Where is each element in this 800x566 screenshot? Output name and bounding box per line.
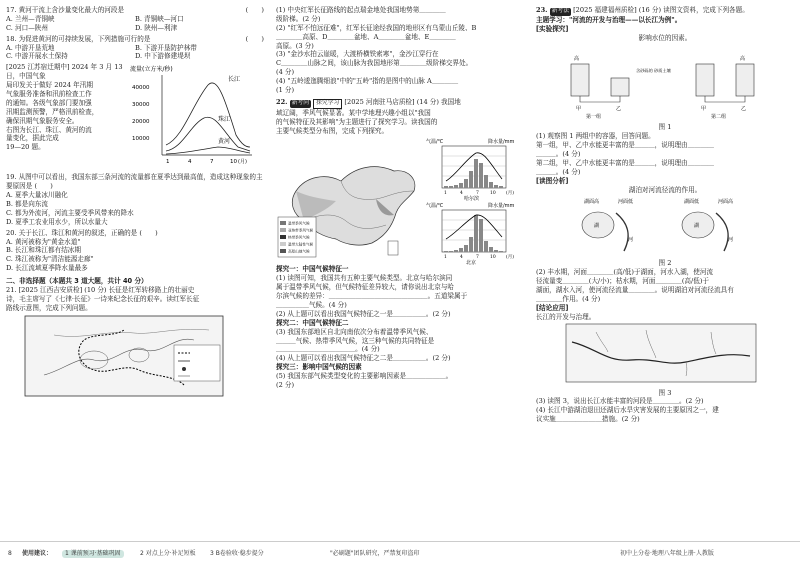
question-23 [536, 6, 794, 16]
book-title: 初中上分卷·地理八年级上册·人教版 [620, 550, 714, 557]
explore-2-heading: 探究二：中国气候特征二 [276, 318, 349, 327]
fig1-label: 高 [740, 56, 746, 63]
graph-label-yangtze: 长江 [228, 76, 241, 84]
explore-line: (2) 从上题可以看出我国气候特征之一是＿＿＿＿＿。(2 分) [276, 309, 451, 318]
q21-part-line: 高原。(3 分) [276, 41, 314, 50]
fig1-label: 甲 [576, 106, 582, 113]
read-sub: 湖泊对河流径流的作用。 [628, 185, 702, 194]
q17-option[interactable]: B. 青铜峡—河口 [135, 14, 184, 23]
chart-xtick: 10 [490, 255, 496, 261]
page-footer [0, 541, 800, 566]
page-number: 8 [8, 550, 12, 557]
exp-line: ＿＿＿。(4 分) [536, 150, 581, 159]
experiment-heading: [实验探究] [536, 24, 569, 33]
q22-tag-new: 新考向 [291, 99, 309, 106]
q17-bracket: ( ) [245, 6, 264, 14]
read-line: ＿＿＿＿作用。(4 分) [536, 294, 601, 303]
question-22 [276, 98, 526, 135]
read-heading: [读图分析] [536, 176, 569, 185]
map-legend-item: 高原山地气候 [288, 249, 310, 254]
q19-bracket: ( ) [34, 182, 53, 191]
usage-step-2: 2 对点上分·补足短板 [140, 550, 196, 557]
graph-ytick: 30000 [132, 102, 150, 109]
q20-bracket: ( ) [139, 228, 158, 237]
fig2-label: 河面高 [718, 198, 734, 205]
explore-3-heading: 探究三：影响中国气候的因素 [276, 363, 362, 372]
q22-line: [2025 河南驻马店质检] (14 分) 我国地 [344, 97, 461, 106]
q18-options [6, 44, 264, 62]
footer-notice: "必刷题"团队研究，严禁复印盗印 [330, 550, 420, 557]
map-legend-item: 热带季风气候 [288, 235, 310, 240]
fig1-group-1: 第一组 [586, 114, 602, 121]
explore-line: (3) 我国东部地区自北向南依次分布着温带季风气候、 [276, 327, 433, 336]
chart-right-label: 降水量/mm [488, 139, 515, 146]
q18-option[interactable]: C. 中游开展水土保持 [6, 52, 68, 61]
graph-xtick: 7 [210, 159, 214, 166]
middle-column [276, 6, 526, 538]
apply-sub: 长江的开发与治理。 [536, 312, 596, 321]
graph-label-yellow: 黄河 [218, 138, 231, 146]
explore-line: (4) 从上题可以看出我国气候特征之二是＿＿＿＿＿。(2 分) [276, 354, 451, 363]
fig2-label: 湖面高 [584, 198, 600, 205]
q18-stem: 18. 为促进黄河的可持续发展，下列措施可行的是 [6, 34, 151, 43]
graph-xtick: 1 [166, 159, 170, 166]
fig2-label: 河面低 [618, 198, 634, 205]
q22-line: 的气候特征及其影响"为主题进行了探究学习。读我国的 [276, 117, 438, 126]
left-column [6, 6, 264, 538]
q17-options [6, 15, 264, 33]
q21-part-line: 级阶梯。(2 分) [276, 14, 321, 23]
explore-line: 尔滨气候的差异：＿＿＿＿＿＿＿＿＿＿＿＿＿＿＿。五道梁属于 [276, 292, 468, 301]
fig1-label: 甲 [701, 106, 707, 113]
q21-part-line: C＿＿＿＿山脉之间，该山脉为我国地形第＿＿＿＿级阶梯交界处。 [276, 59, 473, 68]
explore-1 [276, 274, 526, 318]
q20-option[interactable]: A. 黄河被称为"黄金水道" [6, 237, 81, 246]
q21-line: 诗，毛主席写了《七律·长征》一诗来纪念长征的艰辛。读红军长征 [6, 294, 200, 303]
read-line: 径流量变＿＿＿＿(大/小)；枯水期，河面＿＿＿＿(高/低)于 [536, 277, 709, 286]
experiment-sub: 影响水位的因素。 [638, 33, 692, 42]
q18-bracket: ( ) [245, 34, 264, 43]
exp-line: (1) 观察图 1 两组中的容器，回答问题。 [536, 132, 655, 141]
explore-line: ＿＿＿气候、热带季风气候，这三种气候的共同特征是 [276, 336, 435, 345]
chart-city-name: 哈尔滨 [464, 196, 480, 202]
q19-option[interactable]: D. 夏季工农业用水少，所以水量大 [6, 217, 108, 226]
chart-right-label: 降水量/mm [488, 203, 515, 210]
fig2-label: 河 [628, 236, 634, 243]
chart-xtick: 7 [476, 191, 479, 197]
fig1-label: 乙 [741, 106, 747, 113]
q17-option[interactable]: C. 河口—陕州 [6, 23, 48, 32]
yangtze-curve [166, 83, 250, 147]
intro-line: 气象服务准备和汛前检查工作 [6, 90, 92, 99]
chart-xunit: (月) [506, 255, 515, 261]
chart-xtick: 7 [476, 255, 479, 261]
q19-option[interactable]: A. 夏季大量冰川融化 [6, 191, 68, 200]
climate-figures [276, 137, 526, 265]
explore-line: ＿＿＿＿＿＿＿＿＿＿＿＿。(4 分) [276, 345, 380, 354]
figure-2 [536, 195, 786, 257]
q21-part-line: (4) "五岭逶迤腾细浪"中的"五岭"指的是图中的山脉 A＿＿＿＿ [276, 77, 459, 86]
graph-xtick: 10 [230, 159, 237, 166]
question-20 [6, 229, 264, 273]
map-legend-item: 温带大陆性气候 [288, 242, 314, 247]
q19-option[interactable]: C. 都为外流河，河流主要受季风带来的降水 [6, 208, 134, 217]
chart-xtick: 4 [460, 255, 463, 261]
intro-text [6, 63, 124, 152]
exp-line: ＿＿＿。(4 分) [536, 167, 581, 176]
q20-option[interactable]: D. 长江流域夏季降水量最多 [6, 264, 88, 273]
chart-xtick: 1 [444, 191, 447, 197]
intro-line: 的通知。各级气象部门要加强 [6, 98, 92, 107]
map-legend-item: 亚热带季风气候 [288, 228, 314, 233]
apply-line: (3) 读图 3，说出长江水能丰富的河段是＿＿＿＿。(2 分) [536, 397, 704, 406]
q23-tag: 新考法 [551, 8, 569, 14]
harbin-climate-chart [426, 137, 526, 201]
graph-xtick: 4 [188, 159, 192, 166]
q22-line: 主要气候类型分布图，完成下列探究。 [276, 126, 389, 135]
explore-line: ＿＿＿＿＿气候。(4 分) [276, 300, 347, 309]
chart-xtick: 4 [460, 191, 463, 197]
read-line: (2) 丰水期，河面＿＿＿＿(高/低)于湖面，河水入湖，使河流 [536, 268, 714, 277]
experiment-questions [536, 132, 794, 176]
graph-xunit: (月) [238, 159, 247, 166]
q21-parts [276, 6, 526, 95]
apply-line: 议实施＿＿＿＿＿＿＿措施。(2 分) [536, 415, 640, 424]
q21-part-line: ＿＿＿＿高原、D＿＿＿＿盆地、A＿＿＿＿盆地、E＿＿＿＿ [276, 32, 456, 41]
intro-line: 19—20 题。 [6, 143, 45, 152]
explore-line: (2 分) [276, 380, 295, 389]
q21-part-line: (3) "金沙水拍云崖暖，大渡桥横铁索寒"，金沙江穿行在 [276, 50, 439, 59]
question-17 [6, 6, 264, 33]
q18-option[interactable]: B. 下游开垦防护林带 [135, 43, 197, 52]
q22-number: 22. [276, 97, 288, 106]
intro-line: 右图为长江、珠江、黄河的流 [6, 125, 92, 134]
intro-line: [2025 江苏宿迁期中] 2024 年 3 月 13 日，中国气象 [6, 63, 123, 81]
q22-line: 域辽阔，季风气候显著。某中学地理兴趣小组以"我国 [276, 108, 431, 117]
q19-stem: 19. 从图中可以看出，我国东部三条河流的流量都在夏季达到最高值，造成这种现象的主要原因是 [6, 173, 263, 191]
explore-3 [276, 372, 526, 390]
fig2-caption: 图 2 [658, 259, 672, 268]
graph-ytick: 40000 [132, 85, 150, 92]
graph-ytick: 10000 [132, 136, 150, 143]
q21-line: 路线示意图，完成下列问题。 [6, 303, 92, 312]
q17-option[interactable]: D. 陕州—利津 [135, 23, 178, 32]
apply-line: (4) 长江中游湖泊退田还湖后水旱灾害发展的主要原因之一，建 [536, 406, 719, 415]
figure-1 [536, 42, 786, 120]
q21-part-line: (4 分) [276, 68, 295, 77]
q18-option[interactable]: D. 中下游修建堤坝 [135, 52, 191, 61]
river-flow-graph [128, 63, 260, 171]
graph-ytick: 20000 [132, 119, 150, 126]
fig2-label: 湖 [694, 222, 700, 229]
yellow-curve [166, 147, 250, 154]
q23-line: [2025 福建福州质检] (16 分) 读图文资料，完成下列各题。 [573, 6, 749, 14]
q17-option[interactable]: A. 兰州—青铜峡 [6, 14, 55, 23]
fig1-group-2: 第二组 [711, 114, 727, 121]
question-18 [6, 35, 264, 62]
fig2-label: 湖 [594, 222, 600, 229]
fig2-label: 河 [728, 236, 734, 243]
china-climate-map [276, 151, 426, 261]
chart-xtick: 10 [490, 191, 496, 197]
q20-stem: 20. 关于长江、珠江和黄河的叙述，正确的是 [6, 228, 138, 237]
fig1-side-label: 含砂砾的 砂质土壤 [636, 68, 671, 74]
river-flow-section [6, 63, 264, 173]
intro-line: 局印发关于做好 2024 年汛期 [6, 81, 93, 90]
usage-label: 使用建议： [22, 550, 53, 557]
theme-line: 主题学习："河流的开发与治理——以长江为例"。 [536, 15, 682, 24]
graph-ylabel: 流量(立方米/秒) [130, 66, 173, 74]
explore-2 [276, 328, 526, 364]
q18-option[interactable]: A. 中游开垦荒地 [6, 43, 55, 52]
graph-label-pearl: 珠江 [218, 116, 231, 124]
explore-line: (1) 读图可知，我国共有五种主要气候类型。北京与哈尔滨同 [276, 274, 453, 283]
intro-line: 量变化，据此完成 [6, 134, 59, 143]
q19-option[interactable]: B. 都是向东流 [6, 200, 49, 209]
right-column [536, 6, 794, 538]
apply-heading: [结论应用] [536, 303, 569, 312]
usage-step-1: 1 课前预习·基础巩固 [62, 550, 124, 558]
exp-line: 第一组，甲、乙中水能更丰富的是＿＿＿，说明理由＿＿＿＿ [536, 141, 715, 150]
read-line: 湖面，湖水入河，使河流径流量＿＿＿＿。说明湖泊对河流径流具有 [536, 286, 734, 295]
map-legend-item: 温带季风气候 [288, 221, 310, 226]
fig1-label: 高 [574, 56, 580, 63]
fig2-label: 湖面低 [684, 198, 700, 205]
chart-xunit: (月) [506, 191, 515, 197]
explore-line: (5) 我国东部气候类型变化的主要影响因素是＿＿＿＿＿＿。 [276, 372, 453, 381]
read-questions [536, 268, 794, 304]
chart-left-label: 气温/℃ [426, 139, 444, 146]
intro-line: 确保汛期气象服务安全。 [6, 116, 79, 125]
explore-1-heading: 探究一：中国气候特征一 [276, 265, 349, 274]
fig1-caption: 图 1 [658, 123, 672, 132]
q23-number: 23. [536, 6, 548, 14]
q22-tag-inquiry: 探究学习 [313, 99, 342, 109]
explore-line: 属于温带季风气候，但气候特征差异较大，请你说出北京与哈 [276, 283, 455, 292]
question-21-intro [6, 286, 264, 313]
q20-option[interactable]: C. 珠江被称为"清洁能源走廊" [6, 255, 94, 264]
section-2-heading: 二、非选择题（本题共 3 道大题，共计 40 分） [6, 277, 148, 286]
q21-part-line: (2) "红军不怕远征难"，红军长征途经我国的地形区有乌蒙山丘陵、B [276, 23, 477, 32]
fig3-caption: 图 3 [658, 388, 672, 397]
exp-line: 第二组，甲、乙中水能更丰富的是＿＿＿，说明理由＿＿＿＿ [536, 158, 715, 167]
long-march-map [24, 315, 224, 397]
apply-questions [536, 397, 794, 424]
intro-line: 汛期监测预警，严格汛前检查， [6, 107, 99, 116]
q21-part-line: (1) 中央红军长征路线的起点瑞金地处我国地势第＿＿＿＿ [276, 6, 446, 14]
figure-3-yangtze-map [536, 322, 786, 386]
q21-line: 21. [2025 江西吉安质检] (10 分) 长征是红军转移路上的壮丽史 [6, 286, 195, 295]
q21-part-line: (1 分) [276, 86, 295, 95]
chart-city-name: 北京 [466, 260, 477, 266]
q17-stem: 17. 黄河干流上含沙量变化最大的河段是 [6, 6, 125, 14]
fig1-label: 乙 [616, 106, 622, 113]
beijing-climate-chart [426, 201, 526, 265]
chart-left-label: 气温/℃ [426, 203, 444, 210]
q20-option[interactable]: B. 长江和珠江都有结冰期 [6, 246, 81, 255]
usage-step-3: 3 B卷验收·稳步提分 [210, 550, 264, 557]
chart-xtick: 1 [444, 255, 447, 261]
question-19 [6, 173, 264, 226]
